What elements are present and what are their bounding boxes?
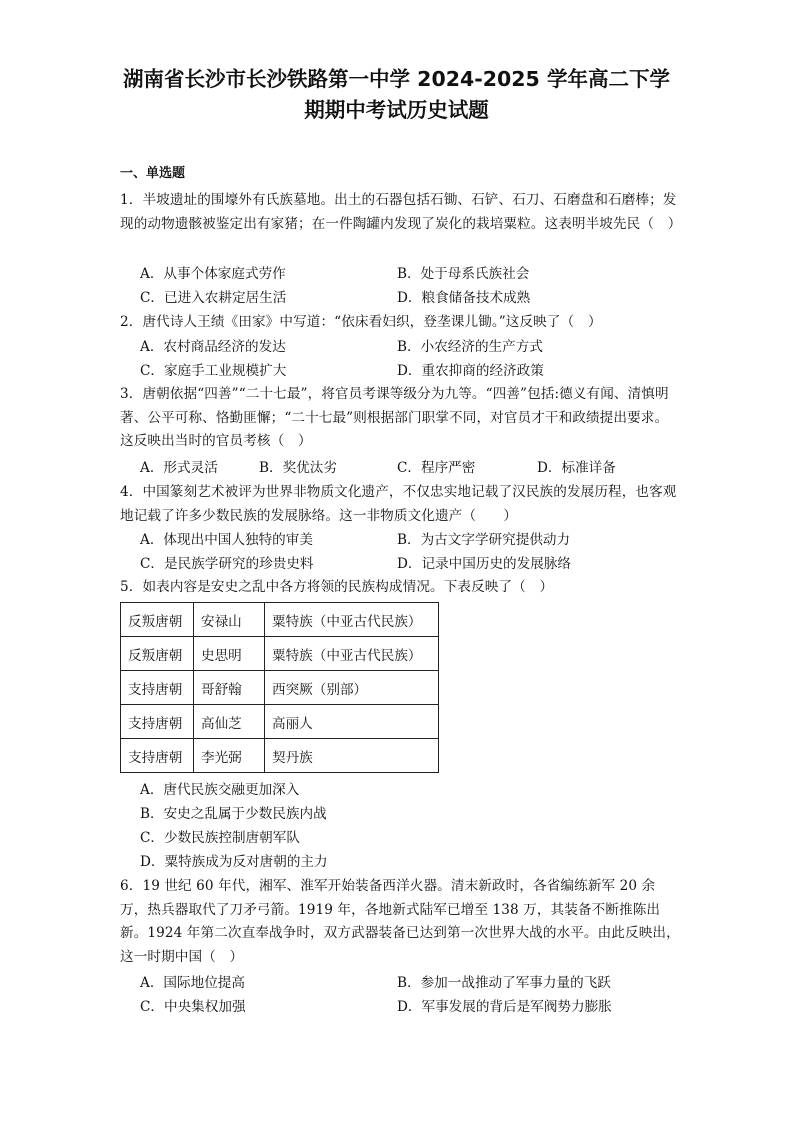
question-2-option-a: A．农村商品经济的发达	[140, 339, 286, 355]
table-cell: 哥舒翰	[194, 671, 265, 705]
table-row	[121, 705, 439, 739]
table-row	[121, 603, 439, 637]
table-cell: 史思明	[194, 637, 265, 671]
table-cell: 契丹族	[265, 739, 439, 773]
question-3-option-a: A．形式灵活	[140, 460, 218, 476]
question-5-option-b: B．安史之乱属于少数民族内战	[140, 806, 327, 822]
table-cell: 反叛唐朝	[121, 637, 194, 671]
question-1-option-d: D．粮食储备技术成熟	[397, 290, 531, 306]
question-2-option-d: D．重农抑商的经济政策	[397, 363, 544, 379]
question-1-option-c: C．已进入农耕定居生活	[140, 290, 287, 306]
question-1-option-a: A．从事个体家庭式劳作	[140, 266, 286, 282]
table-row	[121, 671, 439, 705]
question-5-option-a: A．唐代民族交融更加深入	[140, 782, 300, 798]
question-5-option-d: D．粟特族成为反对唐朝的主力	[140, 854, 328, 870]
question-4-stem: 4．中国篆刻艺术被评为世界非物质文化遗产，不仅忠实地记载了汉民族的发展历程，也客观地记载了许多少数民族的发展脉络。这一非物质文化遗产（ ）	[120, 484, 677, 524]
question-6-option-b: B．参加一战推动了军事力量的飞跃	[397, 975, 611, 991]
table-cell: 粟特族（中亚古代民族）	[265, 603, 439, 637]
table-cell: 支持唐朝	[121, 739, 194, 773]
question-1-stem: 1．半坡遗址的围壕外有氏族墓地。出土的石器包括石锄、石铲、石刀、石磨盘和石磨棒；发现的动物遗骸被鉴定出有家猪；在一件陶罐内发现了炭化的栽培粟粒。这表明半坡先民（ ）	[120, 192, 682, 232]
question-2-option-c: C．家庭手工业规模扩大	[140, 363, 287, 379]
question-4-option-a: A．体现出中国人独特的审美	[140, 532, 313, 548]
question-3-option-b: B．奖优汰劣	[259, 460, 337, 476]
table-row	[121, 739, 439, 773]
title-line-1: 湖南省长沙市长沙铁路第一中学 2024-2025 学年高二下学	[123, 67, 670, 91]
title-line-2: 期期中考试历史试题	[304, 98, 489, 122]
question-5-option-c: C．少数民族控制唐朝军队	[140, 830, 300, 846]
question-3-option-c: C．程序严密	[397, 460, 476, 476]
table-cell: 李光弼	[194, 739, 265, 773]
question-6-option-a: A．国际地位提高	[140, 975, 245, 991]
general-ethnicity-table	[120, 602, 439, 773]
table-cell: 支持唐朝	[121, 705, 194, 739]
table-row	[121, 637, 439, 671]
table-cell: 粟特族（中亚古代民族）	[265, 637, 439, 671]
question-2-option-b: B．小农经济的生产方式	[397, 339, 543, 355]
section-heading: 一、单选题	[120, 166, 186, 181]
question-3-option-d: D．标准详备	[537, 460, 616, 476]
question-2-stem: 2．唐代诗人王绩《田家》中写道：“依床看妇织，登垄课儿锄。”这反映了（ ）	[120, 314, 602, 330]
table-cell: 高丽人	[265, 705, 439, 739]
document-title	[60, 64, 733, 126]
question-1-option-b: B．处于母系氏族社会	[397, 266, 530, 282]
table-cell: 安禄山	[194, 603, 265, 637]
table-cell: 支持唐朝	[121, 671, 194, 705]
question-4-option-d: D．记录中国历史的发展脉络	[397, 556, 572, 572]
table-cell: 高仙芝	[194, 705, 265, 739]
question-6-option-d: D．军事发展的背后是军阀势力膨胀	[397, 999, 612, 1015]
table-cell: 西突厥（别部）	[265, 671, 439, 705]
question-3-stem: 3．唐朝依据“四善”“二十七最”，将官员考课等级分为九等。“四善”包括:德义有闻、清慎明著、公平可称、恪勤匪懈；“二十七最”则根据部门职掌不同，对官员才干和政绩提出要求。这反映出当时的官员考核（ ）	[120, 386, 669, 449]
question-6-stem: 6．19 世纪 60 年代，湘军、淮军开始装备西洋火器。清末新政时，各省编练新军 20 余万，热兵器取代了刀矛弓箭。1919 年，各地新式陆军已增至 138 万，其装备不断推陈出新。1924 年第二次直奉战争时，双方武器装备已达到第一次世界大战的水平。由此反映出，这一时期中国（ ）	[120, 878, 680, 965]
question-4-option-b: B．为古文字学研究提供动力	[397, 532, 571, 548]
question-6-option-c: C．中央集权加强	[140, 999, 246, 1015]
question-5-stem: 5．如表内容是安史之乱中各方将领的民族构成情况。下表反映了（ ）	[120, 579, 554, 595]
question-4-option-c: C．是民族学研究的珍贵史料	[140, 556, 314, 572]
table-cell: 反叛唐朝	[121, 603, 194, 637]
